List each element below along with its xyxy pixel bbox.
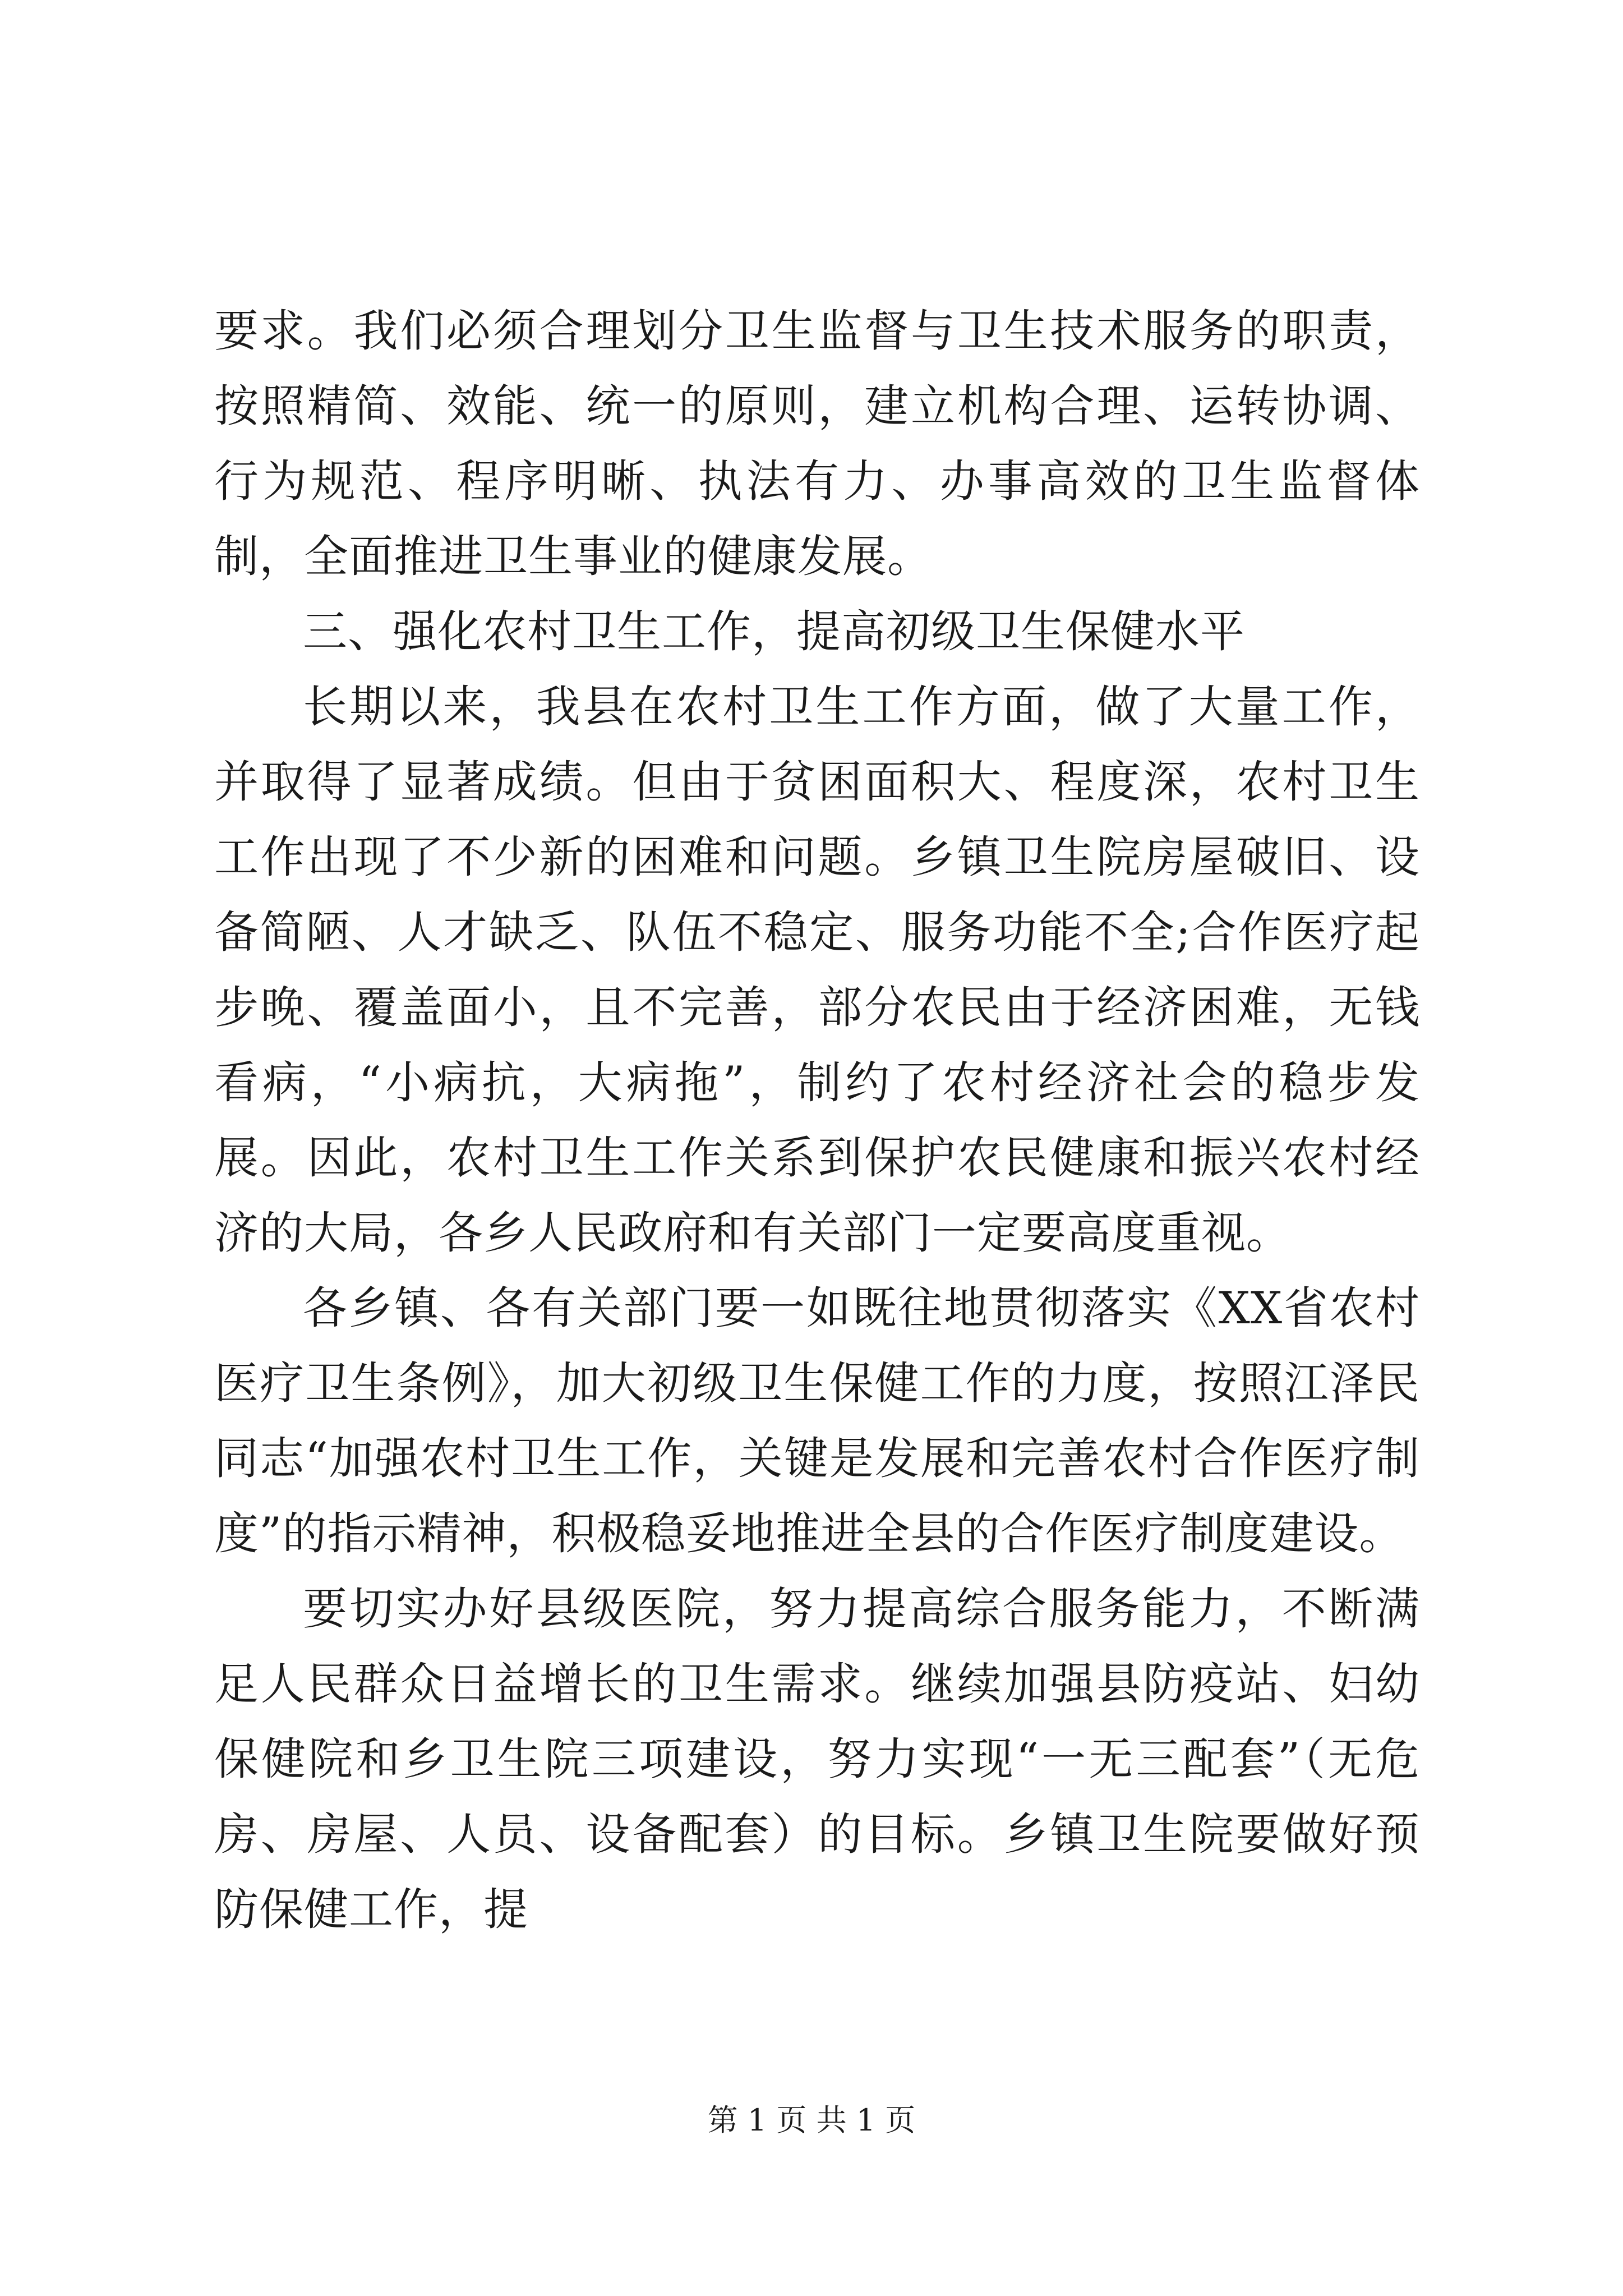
- page-number-label: 第 1 页 共 1 页: [707, 2102, 916, 2138]
- section-heading: 三、强化农村卫生工作，提高初级卫生保健水平: [303, 606, 1245, 657]
- paragraph-continuation: 要求。我们必须合理划分卫生监督与卫生技术服务的职责，按照精简、效能、统一的原则，建立机构合理、运转协调、行为规范、程序明晰、执法有力、办事高效的卫生监督体制，全面推进卫生事业的健康发展。: [214, 305, 1420, 582]
- paragraph-county-hospital: 要切实办好县级医院，努力提高综合服务能力，不断满足人民群众日益增长的卫生需求。继续加强县防疫站、妇幼保健院和乡卫生院三项建设，努力实现“一无三配套”（无危房、房屋、人员、设备配套）的目标。乡镇卫生院要做好预防保健工作，提: [214, 1583, 1420, 1935]
- paragraph-rural-history: 长期以来，我县在农村卫生工作方面，做了大量工作，并取得了显著成绩。但由于贫困面积大、程度深，农村卫生工作出现了不少新的困难和问题。乡镇卫生院房屋破旧、设备简陋、人才缺乏、队伍不稳定、服务功能不全;合作医疗起步晚、覆盖面小，且不完善，部分农民由于经济困难，无钱看病，“小病抗，大病拖”，制约了农村经济社会的稳步发展。因此，农村卫生工作关系到保护农民健康和振兴农村经济的大局，各乡人民政府和有关部门一定要高度重视。: [214, 681, 1420, 1259]
- paragraph-regulations: 各乡镇、各有关部门要一如既往地贯彻落实《XX省农村医疗卫生条例》，加大初级卫生保健工作的力度，按照江泽民同志“加强农村卫生工作，关键是发展和完善农村合作医疗制度”的指示精神，积极稳妥地推进全县的合作医疗制度建设。: [214, 1282, 1420, 1559]
- document-body: [214, 293, 1420, 1947]
- page-footer: [0, 2101, 1623, 2140]
